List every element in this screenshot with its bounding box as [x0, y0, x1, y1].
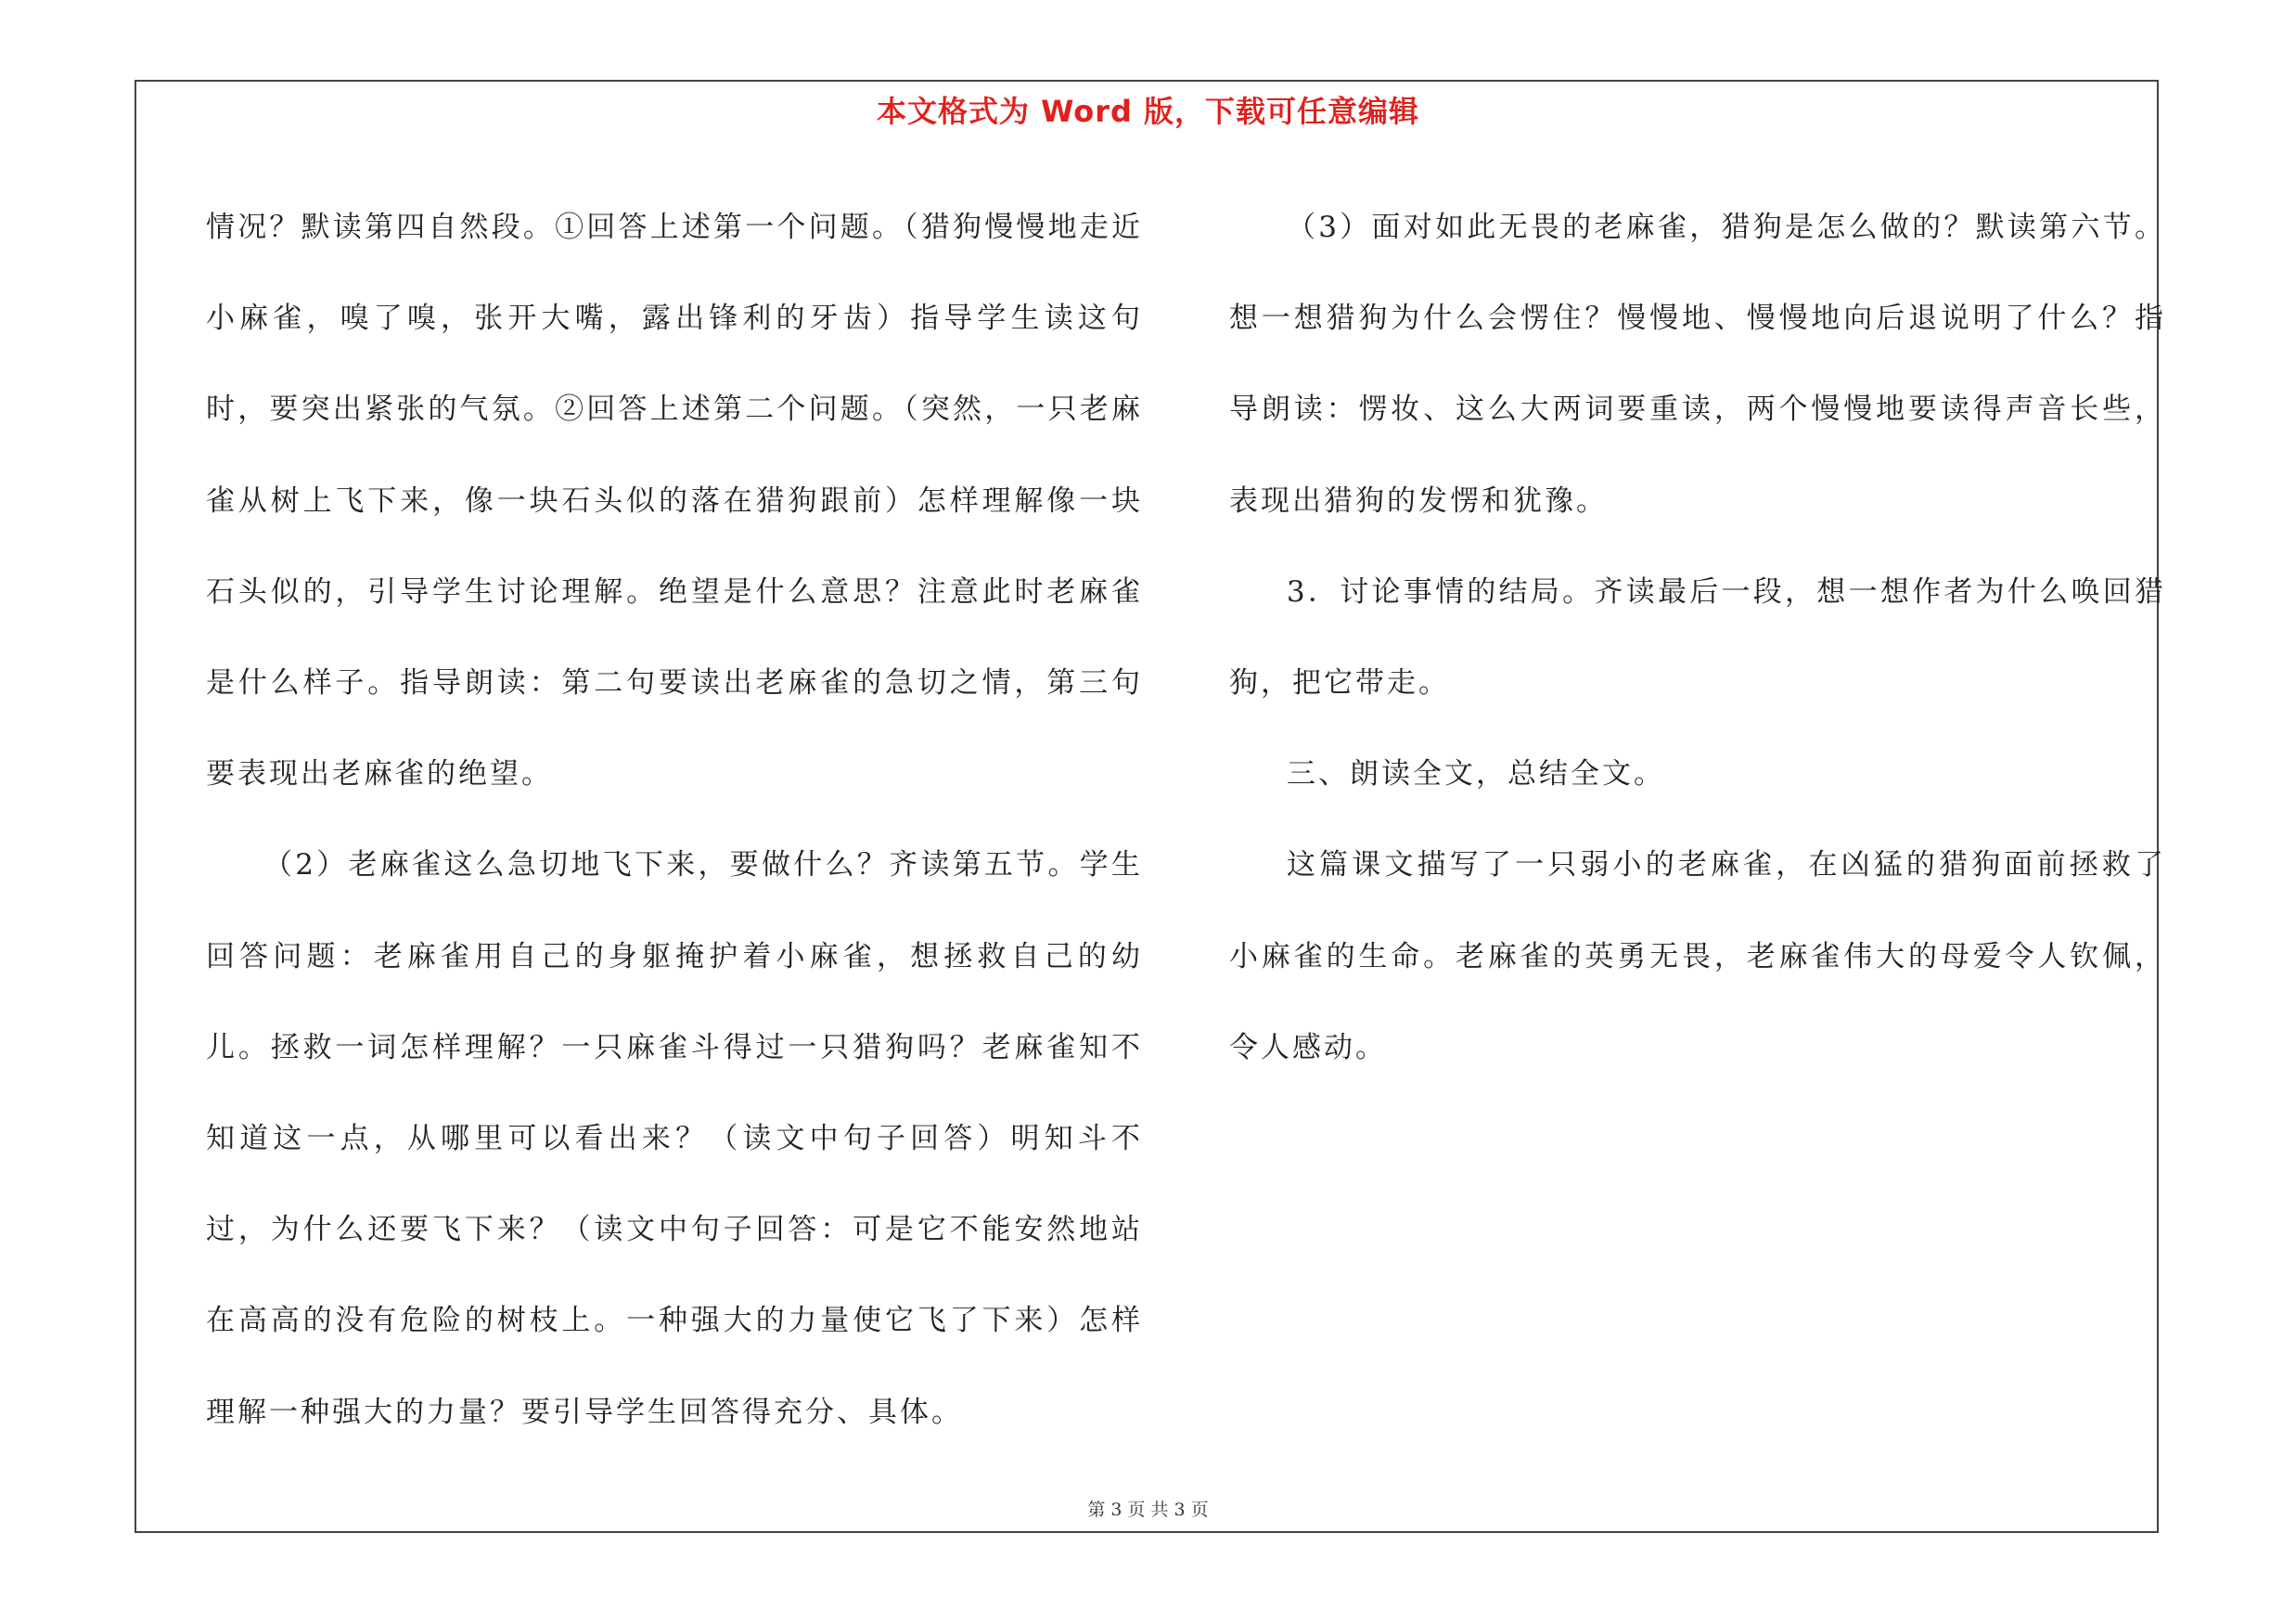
paragraph-section-three: 三、朗读全文，总结全文。 — [1287, 757, 1665, 792]
paragraph-question-3: （3）面对如此无畏的老麻雀，猎狗是怎么做的？默读第六节。想一想猎狗为什么会愣住？慢慢地、慢慢地向后退说明了什么？指导朗读：愣妆、这么大两词要重读，两个慢慢地要读得声音长些，表现出猎狗的发愣和犹豫。 — [1229, 211, 2166, 518]
paragraph-summary: 这篇课文描写了一只弱小的老麻雀，在凶猛的猎狗面前拯救了小麻雀的生命。老麻雀的英勇无畏，老麻雀伟大的母爱令人钦佩，令人感动。 — [1229, 848, 2166, 1064]
paragraph-continued: 情况？默读第四自然段。①回答上述第一个问题。（猎狗慢慢地走近小麻雀，嗅了嗅，张开大嘴，露出锋利的牙齿）指导学生读这句时，要突出紧张的气氛。②回答上述第二个问题。（突然，一只老麻雀从树上飞下来，像一块石头似的落在猎狗跟前）怎样理解像一块石头似的，引导学生讨论理解。绝望是什么意思？注意此时老麻雀是什么样子。指导朗读：第二句要读出老麻雀的急切之情，第三句要表现出老麻雀的绝望。 — [206, 211, 1143, 792]
left-column — [206, 182, 1143, 1458]
page-indicator: 第 3 页 共 3 页 — [1087, 1500, 1209, 1520]
right-column — [1229, 182, 2166, 1093]
paragraph-discussion: 3．讨论事情的结局。齐读最后一段，想一想作者为什么唤回猎狗，把它带走。 — [1229, 574, 2166, 701]
header-banner: 本文格式为 Word 版，下载可任意编辑 — [876, 94, 1420, 129]
paragraph-question-2: （2）老麻雀这么急切地飞下来，要做什么？齐读第五节。学生回答问题：老麻雀用自己的身躯掩护着小麻雀，想拯救自己的幼儿。拯救一词怎样理解？一只麻雀斗得过一只猎狗吗？老麻雀知不知道这一点，从哪里可以看出来？（读文中句子回答）明知斗不过，为什么还要飞下来？（读文中句子回答：可是它不能安然地站在高高的没有危险的树枝上。一种强大的力量使它飞了下来）怎样理解一种强大的力量？要引导学生回答得充分、具体。 — [206, 848, 1143, 1429]
